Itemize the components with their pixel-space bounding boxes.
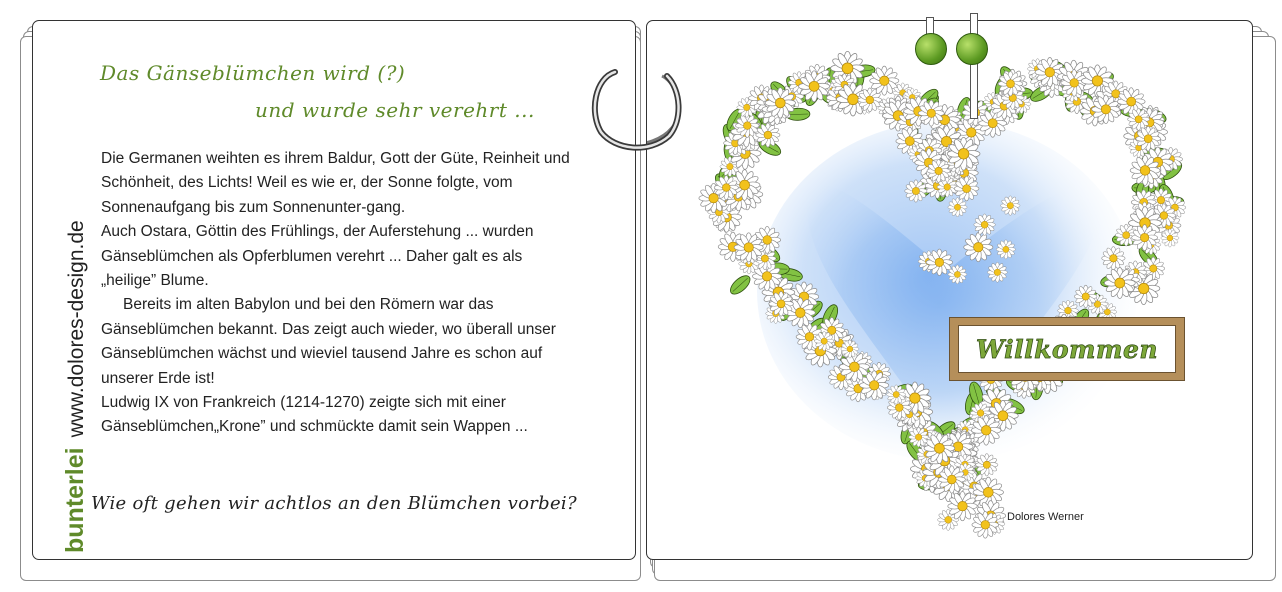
paragraph-baldur: Die Germanen weihten es ihrem Baldur, Gott der Güte, Reinheit und Schönheit, des Lichts! Weil es wie er, der Sonne folgte, vom Sonnenaufgang bis zum Sonnenunter-gang. (101, 150, 570, 216)
body-text (101, 147, 577, 440)
closing-line: Wie oft gehen wir achtlos an den Blümchen vorbei? (91, 493, 577, 514)
green-bead-left (915, 33, 947, 65)
welcome-sign-inner (958, 325, 1176, 373)
right-page (646, 20, 1253, 560)
green-bead-right (956, 33, 988, 65)
hanger-stem-right-lower (970, 61, 978, 119)
brand-name: bunterlei (61, 447, 89, 553)
welcome-sign-text: Willkommen (975, 334, 1159, 364)
paragraph-babylon: Bereits im alten Babylon und bei den Römern war das Gänseblümchen bekannt. Das zeigt auch wieder, wo überall unser Gänseblümchen wächst und wieviel tausend Jahre es schon auf unserer Erde ist! (101, 296, 556, 387)
binder-ring-icon (587, 64, 697, 174)
author-signature: Dolores Werner (1007, 511, 1084, 523)
left-page (32, 20, 636, 560)
title-line-1: Das Gänseblümchen wird (?) (100, 61, 406, 85)
title-line-2: und wurde sehr verehrt ... (255, 98, 535, 122)
paragraph-ludwig: Ludwig IX von Frankreich (1214-1270) zeigte sich mit einer Gänseblümchen„Krone” und schmückte damit sein Wappen ... (101, 394, 528, 436)
brand-url: www.dolores-design.de (65, 220, 88, 438)
daisy-heart-wreath-illustration (647, 21, 1254, 561)
brand-vertical (61, 93, 95, 553)
welcome-sign (949, 317, 1185, 381)
paragraph-ostara: Auch Ostara, Göttin des Frühlings, der Auferstehung ... wurden Gänseblümchen als Opferblumen verehrt ... Daher galt es als „heilige” Blume. (101, 223, 534, 290)
